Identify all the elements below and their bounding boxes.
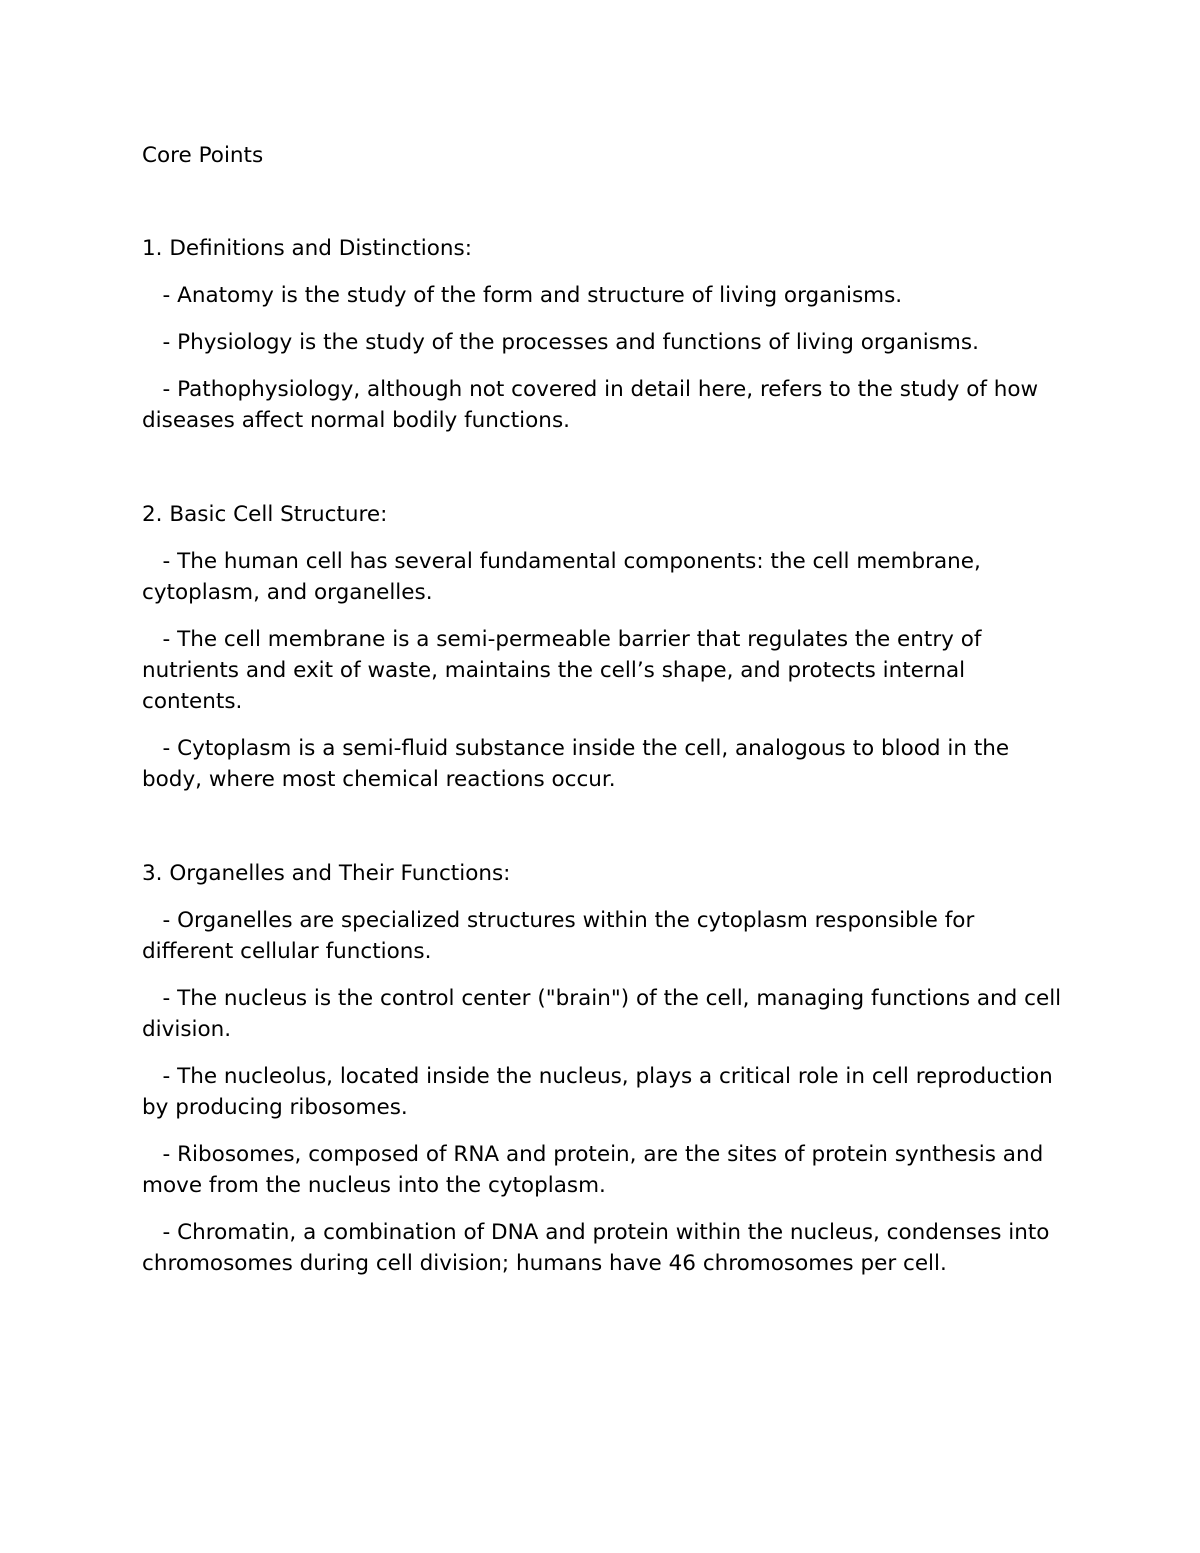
document-body (142, 140, 1067, 1342)
list-item: - Pathophysiology, although not covered in detail here, refers to the study of how diseases affect normal bodily functions. (142, 377, 1045, 433)
section-definitions (142, 233, 1067, 436)
page-title: Core Points (142, 143, 264, 168)
list-item: - The cell membrane is a semi-permeable barrier that regulates the entry of nutrients and exit of waste, maintains the cell’s shape, and protects internal contents. (142, 627, 989, 714)
list-item: - The nucleolus, located inside the nucleus, plays a critical role in cell reproduction by producing ribosomes. (142, 1064, 1060, 1120)
section-organelles (142, 858, 1067, 1279)
list-item: - Physiology is the study of the processes and functions of living organisms. (142, 330, 979, 355)
list-item: - Cytoplasm is a semi-fluid substance inside the cell, analogous to blood in the body, where most chemical reactions occur. (142, 736, 1016, 792)
section-cell-structure (142, 499, 1067, 795)
list-item: - The human cell has several fundamental components: the cell membrane, cytoplasm, and organelles. (142, 549, 988, 605)
list-item: - The nucleus is the control center ("brain") of the cell, managing functions and cell division. (142, 986, 1068, 1042)
list-item: - Chromatin, a combination of DNA and protein within the nucleus, condenses into chromosomes during cell division; humans have 46 chromosomes per cell. (142, 1220, 1057, 1276)
list-item: - Anatomy is the study of the form and structure of living organisms. (142, 283, 903, 308)
list-item: - Ribosomes, composed of RNA and protein, are the sites of protein synthesis and move from the nucleus into the cytoplasm. (142, 1142, 1051, 1198)
list-item: - Organelles are specialized structures within the cytoplasm responsible for different cellular functions. (142, 908, 982, 964)
section-heading: 3. Organelles and Their Functions: (142, 861, 511, 886)
section-heading: 2. Basic Cell Structure: (142, 502, 388, 527)
section-heading: 1. Definitions and Distinctions: (142, 236, 472, 261)
